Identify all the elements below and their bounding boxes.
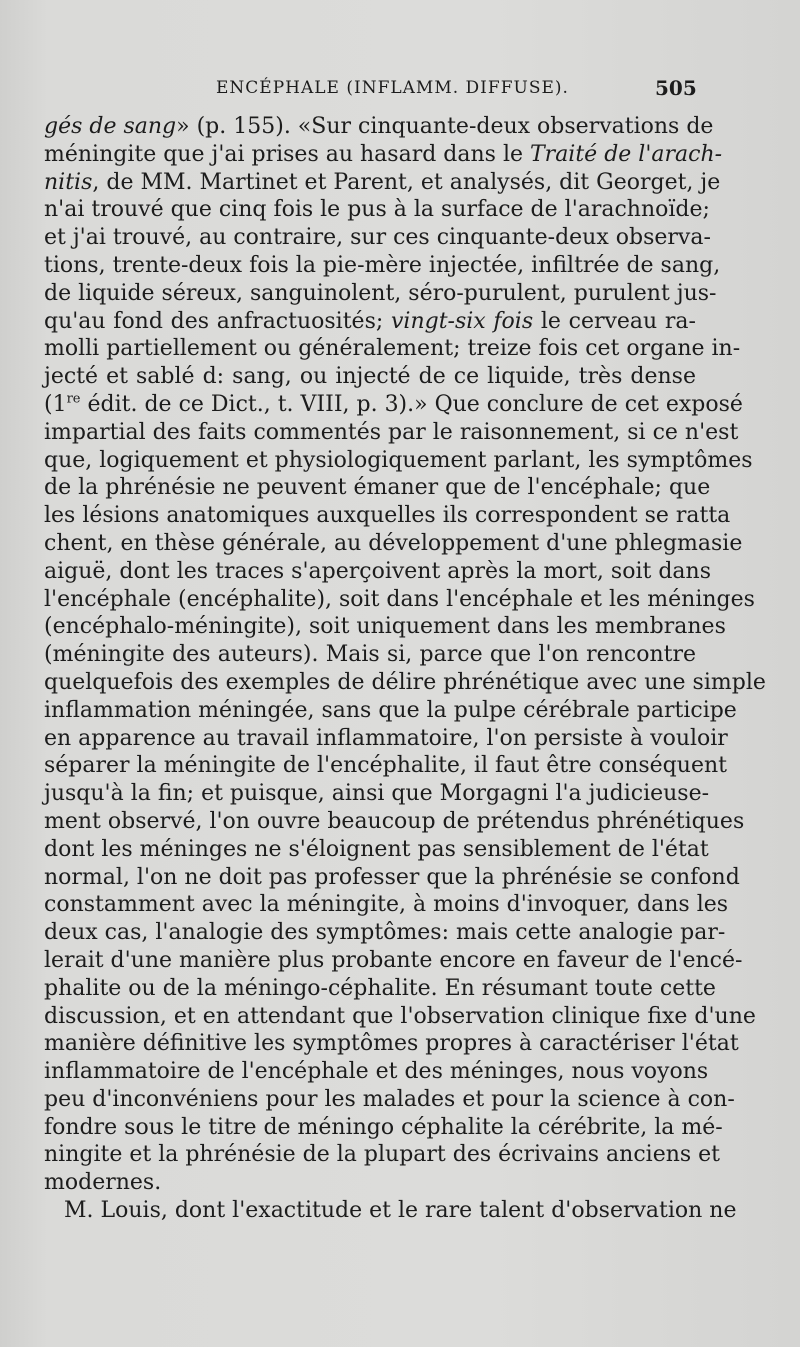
text-line: aiguë, dont les traces s'aperçoivent après la mort, soit dans (44, 558, 711, 584)
text-line: impartial des faits commentés par le raisonnement, si ce n'est (44, 419, 739, 445)
text-line: dont les méninges ne s'éloignent pas sensiblement de l'état (44, 836, 709, 862)
text-line: constamment avec la méningite, à moins d'invoquer, dans les (44, 892, 729, 918)
text-line: lerait d'une manière plus probante encore en faveur de l'encé- (44, 947, 743, 973)
text-line: modernes. (44, 1170, 162, 1196)
paragraph-start-line: M. Louis, dont l'exactitude et le rare talent d'observation ne (64, 1198, 737, 1224)
text-line: chent, en thèse générale, au développement d'une phlegmasie (44, 530, 743, 556)
text-line: ningite et la phrénésie de la plupart des écrivains anciens et (44, 1142, 721, 1168)
running-title: ENCÉPHALE (INFLAMM. DIFFUSE). (216, 78, 569, 98)
text-line: et j'ai trouvé, au contraire, sur ces cinquante-deux observa- (44, 225, 711, 251)
text-line: séparer la méningite de l'encéphalite, il faut être conséquent (44, 753, 727, 779)
text-line: que, logiquement et physiologiquement parlant, les symptômes (44, 447, 753, 473)
text-line: en apparence au travail inflammatoire, l'on persiste à vouloir (44, 725, 728, 751)
text-line: de la phrénésie ne peuvent émaner que de l'encéphale; que (44, 475, 711, 501)
text-line: quelquefois des exemples de délire phrénétique avec une simple (44, 669, 766, 695)
text-line: molli partiellement ou généralement; treize fois cet organe in- (44, 336, 741, 362)
text-line: deux cas, l'analogie des symptômes: mais cette analogie par- (44, 920, 726, 946)
text-line: n'ai trouvé que cinq fois le pus à la surface de l'arachnoïde; (44, 197, 710, 223)
text-line: tions, trente-deux fois la pie-mère injectée, infiltrée de sang, (44, 252, 721, 278)
page-number: 505 (655, 76, 697, 100)
text-line: (encéphalo-méningite), soit uniquement dans les membranes (44, 614, 726, 640)
text-line: peu d'inconvéniens pour les malades et pour la science à con- (44, 1086, 735, 1112)
text-line: manière définitive les symptômes propres à caractériser l'état (44, 1031, 739, 1057)
text-line: jecté et sablé d: sang, ou injecté de ce liquide, très dense (44, 364, 696, 390)
text-line: inflammation méningée, sans que la pulpe cérébrale participe (44, 697, 737, 723)
text-line: gés de sang» (p. 155). «Sur cinquante-deux observations de (44, 114, 714, 139)
text-line: nitis, de MM. Martinet et Parent, et analysés, dit Georget, je (44, 169, 721, 195)
running-head (0, 78, 800, 106)
body-text (44, 113, 766, 1225)
text-line: les lésions anatomiques auxquelles ils correspondent se ratta (44, 503, 731, 529)
text-line: inflammatoire de l'encéphale et des méninges, nous voyons (44, 1059, 709, 1085)
text-line: normal, l'on ne doit pas professer que la phrénésie se confond (44, 864, 740, 890)
text-line: qu'au fond des anfractuosités; vingt-six fois le cerveau ra- (44, 308, 696, 334)
text-line: jusqu'à la fin; et puisque, ainsi que Morgagni l'a judicieuse- (44, 781, 710, 807)
text-line: discussion, et en attendant que l'observation clinique fixe d'une (44, 1003, 756, 1029)
text-line: fondre sous le titre de méningo céphalite la cérébrite, la mé- (44, 1114, 723, 1140)
text-line: de liquide séreux, sanguinolent, séro-purulent, purulent jus- (44, 280, 717, 306)
text-line: ment observé, l'on ouvre beaucoup de prétendus phrénétiques (44, 808, 745, 834)
text-line: l'encéphale (encéphalite), soit dans l'encéphale et les méninges (44, 586, 755, 612)
text-line: (1re édit. de ce Dict., t. VIII, p. 3).» Que conclure de cet exposé (44, 391, 743, 417)
text-line: (méningite des auteurs). Mais si, parce que l'on rencontre (44, 642, 696, 668)
text-line: méningite que j'ai prises au hasard dans le Traité de l'arach- (44, 141, 723, 167)
text-line: phalite ou de la méningo-céphalite. En résumant toute cette (44, 975, 716, 1001)
